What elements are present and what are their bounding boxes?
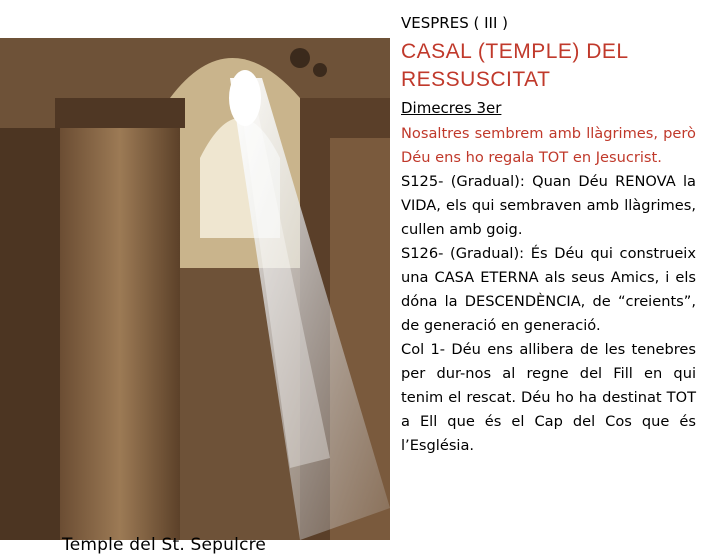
photo-caption: Temple del St. Sepulcre [62, 535, 267, 555]
reading-text [401, 122, 696, 458]
page-title: CASAL (TEMPLE) DEL RESSUSCITAT [401, 40, 628, 91]
intro-paragraph: Nosaltres sembrem amb llàgrimes, però Déu ens ho regala TOT en Jesucrist. [401, 125, 696, 166]
s126-paragraph: S126- (Gradual): És Déu qui construeix una CASA ETERNA als seus Amics, i els dóna la DESCENDÈNCIA, de “creients”, de generació en generació. [401, 245, 696, 334]
day-label: Dimecres 3er [401, 99, 502, 117]
col-paragraph: Col 1- Déu ens allibera de les tenebres per dur-nos al regne del Fill en qui tenim el rescat. Déu ho ha destinat TOT a Ell que és el Cap del Cos que és l’Església. [401, 341, 696, 454]
church-interior-image [0, 38, 390, 540]
vespres-label: VESPRES ( III ) [401, 14, 509, 32]
church-photo [0, 38, 390, 555]
s125-paragraph: S125- (Gradual): Quan Déu RENOVA la VIDA, els qui sembraven amb llàgrimes, cullen amb goig. [401, 173, 696, 238]
